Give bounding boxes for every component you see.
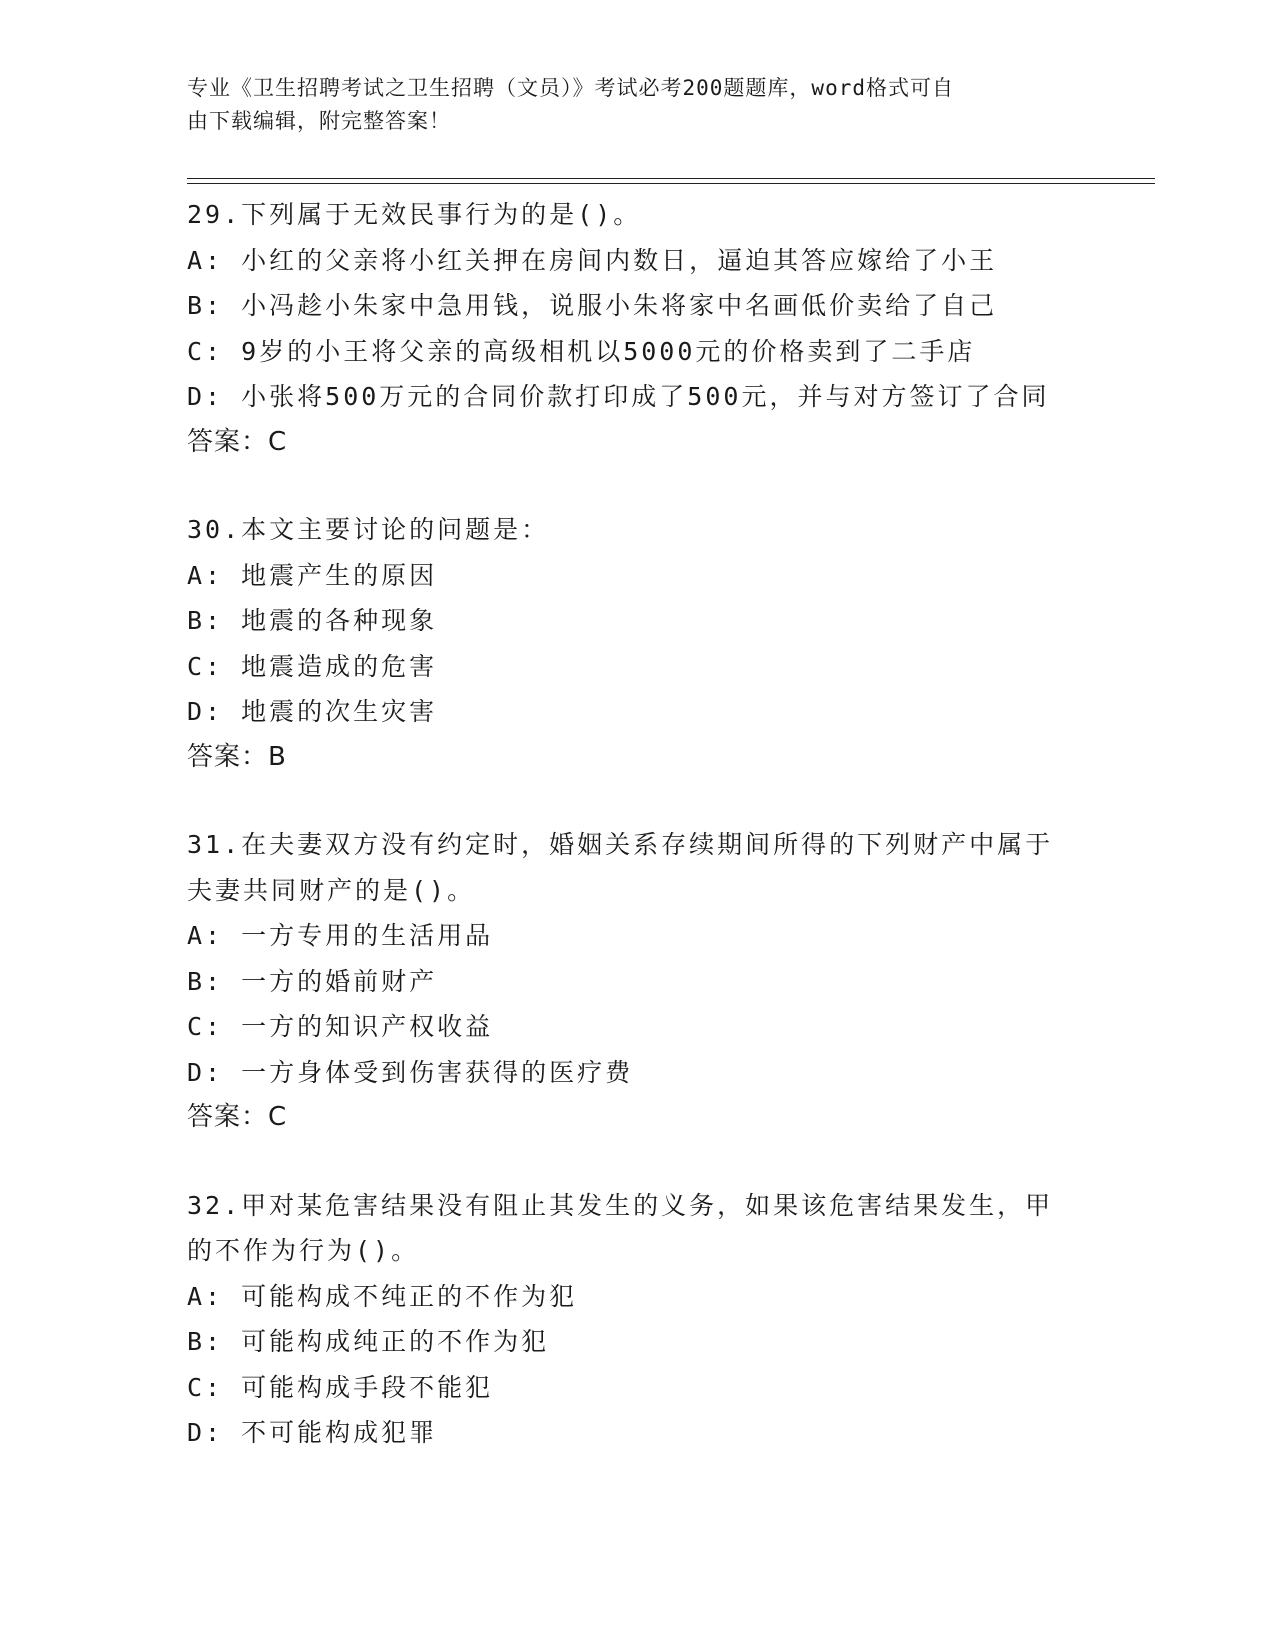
option-b: B: 一方的婚前财产 xyxy=(187,966,438,996)
option-d: D: 小张将500万元的合同价款打印成了500元，并与对方签订了合同 xyxy=(187,382,1050,411)
header-divider-bottom xyxy=(187,183,1155,184)
question-stem-line-2: 的不作为行为()。 xyxy=(187,1236,420,1265)
question-stem-line-1: 31.在夫妻双方没有约定时，婚姻关系存续期间所得的下列财产中属于 xyxy=(187,830,1054,859)
header-line-1: 专业《卫生招聘考试之卫生招聘（文员）》考试必考200题题库，word格式可自 xyxy=(187,76,954,100)
question-stem: 29.下列属于无效民事行为的是()。 xyxy=(187,200,642,229)
answer: 答案：C xyxy=(187,1102,288,1132)
question-stem-line-2: 夫妻共同财产的是()。 xyxy=(187,875,476,905)
header-line-2: 由下载编辑，附完整答案！ xyxy=(187,109,451,133)
question-29 xyxy=(187,192,1147,465)
option-b: B: 地震的各种现象 xyxy=(187,606,438,635)
option-a: A: 一方专用的生活用品 xyxy=(187,921,494,950)
document-header xyxy=(187,72,1087,138)
answer: 答案：C xyxy=(187,426,288,457)
question-31 xyxy=(187,822,1147,1141)
question-30 xyxy=(187,507,1147,780)
option-a: A: 地震产生的原因 xyxy=(187,560,438,590)
option-c: C: 地震造成的危害 xyxy=(187,651,438,681)
option-d: D: 不可能构成犯罪 xyxy=(187,1418,438,1447)
answer: 答案：B xyxy=(187,741,287,772)
option-d: D: 地震的次生灾害 xyxy=(187,697,438,726)
option-d: D: 一方身体受到伤害获得的医疗费 xyxy=(187,1057,634,1087)
question-list xyxy=(187,192,1147,1498)
question-stem-line-1: 32.甲对某危害结果没有阻止其发生的义务，如果该危害结果发生，甲 xyxy=(187,1190,1054,1220)
header-divider-top xyxy=(187,178,1155,179)
option-b: B: 小冯趁小朱家中急用钱，说服小朱将家中名画低价卖给了自己 xyxy=(187,291,998,320)
option-c: C: 9岁的小王将父亲的高级相机以5000元的价格卖到了二手店 xyxy=(187,336,976,366)
option-c: C: 可能构成手段不能犯 xyxy=(187,1372,494,1402)
option-b: B: 可能构成纯正的不作为犯 xyxy=(187,1327,550,1356)
question-32 xyxy=(187,1183,1147,1456)
option-a: A: 可能构成不纯正的不作为犯 xyxy=(187,1281,578,1311)
option-c: C: 一方的知识产权收益 xyxy=(187,1012,494,1041)
option-a: A: 小红的父亲将小红关押在房间内数日，逼迫其答应嫁给了小王 xyxy=(187,245,998,275)
question-stem: 30.本文主要讨论的问题是： xyxy=(187,515,550,544)
